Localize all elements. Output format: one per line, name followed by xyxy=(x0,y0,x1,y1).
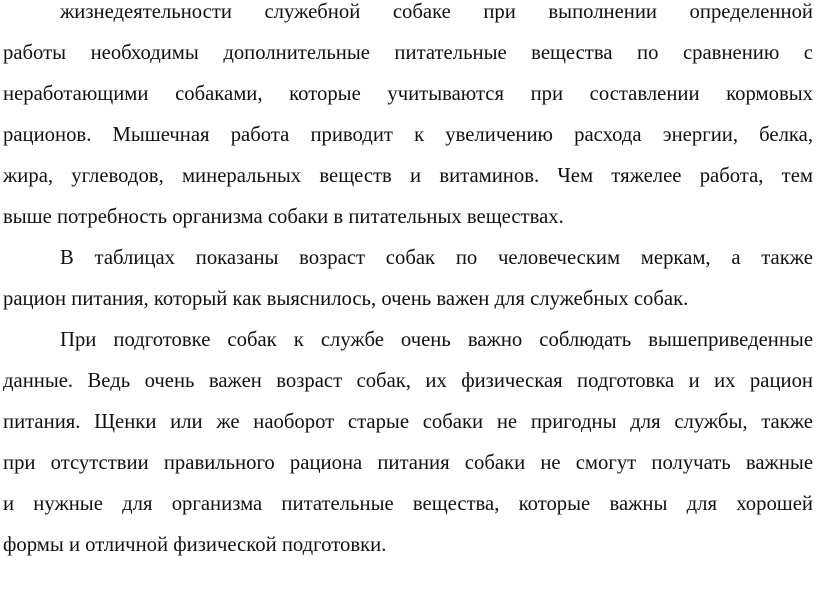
text-line: рационов. Мышечная работа приводит к увеличению расхода энергии, белка, xyxy=(3,124,813,146)
text-line: работы необходимы дополнительные питательные вещества по сравнению с xyxy=(3,42,813,64)
text-line: жизнедеятельности служебной собаке при выполнении определенной xyxy=(60,1,813,23)
text-line: при отсутствии правильного рациона питания собаки не смогут получать важные xyxy=(3,452,813,474)
text-line: и нужные для организма питательные вещества, которые важны для хорошей xyxy=(3,493,813,515)
text-line: жира, углеводов, минеральных веществ и витаминов. Чем тяжелее работа, тем xyxy=(3,165,813,187)
text-line: неработающими собаками, которые учитываются при составлении кормовых xyxy=(3,83,813,105)
text-line: данные. Ведь очень важен возраст собак, их физическая подготовка и их рацион xyxy=(3,370,813,392)
paragraph-2 xyxy=(3,238,813,320)
text-line: При подготовке собак к службе очень важно соблюдать вышеприведенные xyxy=(60,329,813,351)
text-line: выше потребность организма собаки в питательных веществах. xyxy=(3,206,564,228)
text-line: В таблицах показаны возраст собак по человеческим меркам, а также xyxy=(60,247,813,269)
text-line: формы и отличной физической подготовки. xyxy=(3,534,387,556)
paragraph-3 xyxy=(3,320,813,566)
text-line: питания. Щенки или же наоборот старые собаки не пригодны для службы, также xyxy=(3,411,813,433)
paragraph-1 xyxy=(3,0,813,238)
text-line: рацион питания, который как выяснилось, очень важен для служебных собак. xyxy=(3,288,689,310)
